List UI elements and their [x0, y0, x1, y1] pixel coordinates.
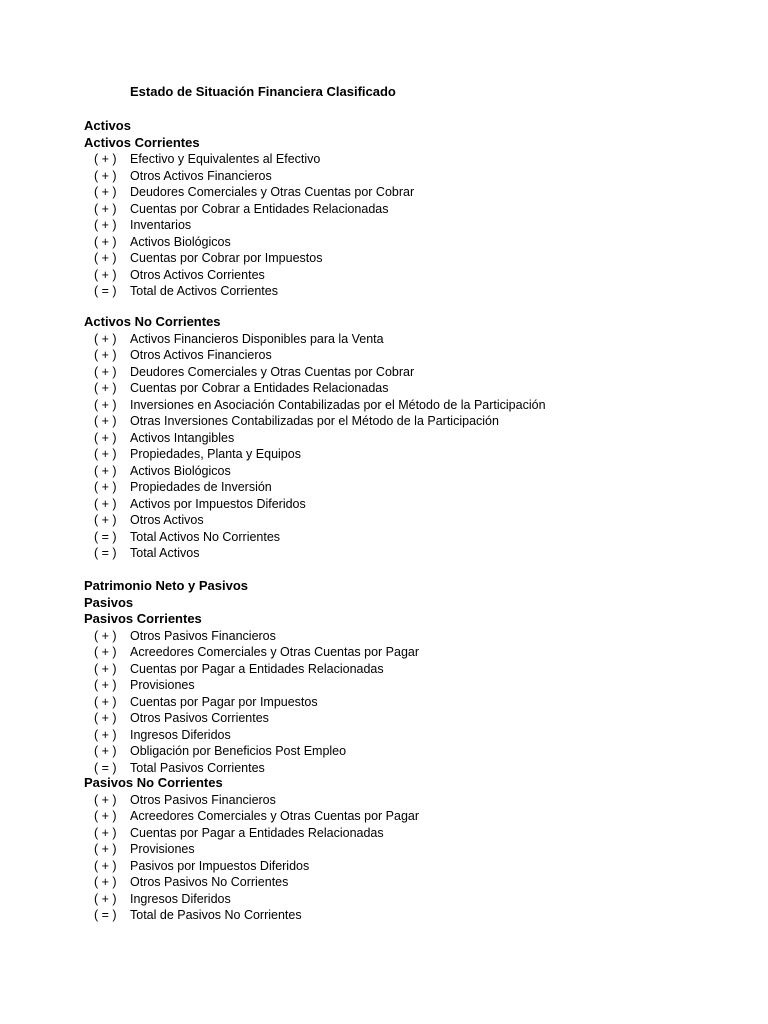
- line-item-sign: ( + ): [94, 875, 117, 889]
- line-item-label: Efectivo y Equivalentes al Efectivo: [130, 152, 321, 166]
- line-item-label: Ingresos Diferidos: [130, 727, 231, 742]
- line-item-sign: ( + ): [94, 331, 117, 346]
- section-heading: Pasivos: [84, 594, 134, 610]
- line-item-label: Propiedades, Planta y Equipos: [130, 447, 301, 461]
- section-heading: Activos No Corrientes: [84, 314, 221, 329]
- line-item-label: Cuentas por Cobrar por Impuestos: [130, 251, 323, 265]
- line-item-sign: ( + ): [94, 397, 117, 412]
- line-item-label: Otros Pasivos No Corrientes: [130, 875, 289, 889]
- line-item-sign: ( + ): [94, 744, 117, 758]
- line-item-label: Otros Activos Financieros: [130, 168, 272, 183]
- section-heading: Pasivos No Corrientes: [84, 775, 223, 790]
- line-item-label: Cuentas por Pagar a Entidades Relacionadas: [130, 661, 384, 676]
- line-item-label: Total Activos No Corrientes: [130, 529, 281, 544]
- line-item-label: Activos Biológicos: [130, 234, 231, 249]
- line-item-label: Total de Activos Corrientes: [130, 284, 278, 298]
- line-item-label: Activos Intangibles: [130, 430, 235, 445]
- line-item-sign: ( = ): [94, 760, 117, 775]
- line-item-sign: ( + ): [94, 727, 117, 742]
- line-item-sign: ( + ): [94, 364, 117, 379]
- line-item-label: Total Pasivos Corrientes: [130, 760, 265, 775]
- line-item-sign: ( = ): [94, 284, 117, 298]
- line-item-label: Otros Activos Financieros: [130, 348, 272, 362]
- line-item-label: Deudores Comerciales y Otras Cuentas por Cobrar: [130, 364, 415, 379]
- line-item-label: Deudores Comerciales y Otras Cuentas por Cobrar: [130, 185, 415, 199]
- line-item-label: Inversiones en Asociación Contabilizadas por el Método de la Participación: [130, 397, 546, 412]
- line-item-label: Ingresos Diferidos: [130, 891, 231, 906]
- line-item-sign: ( = ): [94, 908, 117, 922]
- line-item-sign: ( + ): [94, 414, 117, 428]
- line-item-sign: ( + ): [94, 513, 117, 527]
- line-item-sign: ( + ): [94, 185, 117, 199]
- line-item-sign: ( + ): [94, 480, 117, 494]
- line-item-label: Cuentas por Cobrar a Entidades Relacionadas: [130, 381, 389, 395]
- line-item-sign: ( + ): [94, 152, 117, 166]
- line-item-label: Acreedores Comerciales y Otras Cuentas por Pagar: [130, 809, 420, 823]
- line-item-sign: ( + ): [94, 496, 117, 511]
- line-item-label: Obligación por Beneficios Post Empleo: [130, 744, 347, 758]
- line-item-sign: ( + ): [94, 348, 117, 362]
- line-item-sign: ( + ): [94, 842, 117, 856]
- line-item-label: Cuentas por Pagar por Impuestos: [130, 694, 318, 709]
- line-item-sign: ( + ): [94, 678, 117, 692]
- line-item-sign: ( = ): [94, 529, 117, 544]
- line-item-sign: ( + ): [94, 645, 117, 659]
- line-item-sign: ( + ): [94, 251, 117, 265]
- line-item-sign: ( + ): [94, 201, 117, 216]
- line-item-sign: ( + ): [94, 809, 117, 823]
- line-item-label: Otros Pasivos Corrientes: [130, 711, 269, 725]
- line-item-label: Otros Pasivos Financieros: [130, 628, 276, 643]
- line-item-label: Total Activos: [130, 546, 200, 560]
- line-item-label: Inventarios: [130, 218, 192, 232]
- line-item-sign: ( + ): [94, 858, 117, 873]
- line-item-sign: ( + ): [94, 234, 117, 249]
- line-item-label: Otras Inversiones Contabilizadas por el Método de la Participación: [130, 414, 499, 428]
- line-item-sign: ( + ): [94, 711, 117, 725]
- line-item-sign: ( + ): [94, 447, 117, 461]
- line-item-sign: ( + ): [94, 628, 117, 643]
- line-item-label: Cuentas por Pagar a Entidades Relacionadas: [130, 825, 384, 840]
- line-item-sign: ( + ): [94, 463, 117, 478]
- line-item-label: Otros Activos Corrientes: [130, 267, 265, 282]
- line-item-label: Cuentas por Cobrar a Entidades Relacionadas: [130, 201, 389, 216]
- line-item-sign: ( + ): [94, 825, 117, 840]
- line-item-label: Activos por Impuestos Diferidos: [130, 496, 306, 511]
- line-item-sign: ( + ): [94, 168, 117, 183]
- section-heading: Patrimonio Neto y Pasivos: [84, 578, 248, 593]
- line-item-sign: ( + ): [94, 694, 117, 709]
- line-item-label: Provisiones: [130, 678, 195, 692]
- line-item-sign: ( + ): [94, 792, 117, 807]
- section-heading: Pasivos Corrientes: [84, 611, 202, 626]
- section-heading: Activos: [84, 118, 131, 133]
- line-item-sign: ( + ): [94, 218, 117, 232]
- line-item-sign: ( + ): [94, 891, 117, 906]
- line-item-sign: ( + ): [94, 381, 117, 395]
- line-item-sign: ( = ): [94, 546, 117, 560]
- section-heading: Activos Corrientes: [84, 134, 200, 150]
- line-item-label: Otros Activos: [130, 513, 204, 527]
- line-item-label: Total de Pasivos No Corrientes: [130, 908, 302, 922]
- line-item-label: Provisiones: [130, 842, 195, 856]
- line-item-label: Otros Pasivos Financieros: [130, 792, 276, 807]
- document-title: Estado de Situación Financiera Clasificado: [130, 84, 396, 99]
- line-item-label: Acreedores Comerciales y Otras Cuentas por Pagar: [130, 645, 420, 659]
- line-item-label: Pasivos por Impuestos Diferidos: [130, 858, 310, 873]
- line-item-label: Propiedades de Inversión: [130, 480, 272, 494]
- line-item-sign: ( + ): [94, 267, 117, 282]
- line-item-label: Activos Financieros Disponibles para la Venta: [130, 331, 384, 346]
- line-item-sign: ( + ): [94, 661, 117, 676]
- line-item-sign: ( + ): [94, 430, 117, 445]
- line-item-label: Activos Biológicos: [130, 463, 231, 478]
